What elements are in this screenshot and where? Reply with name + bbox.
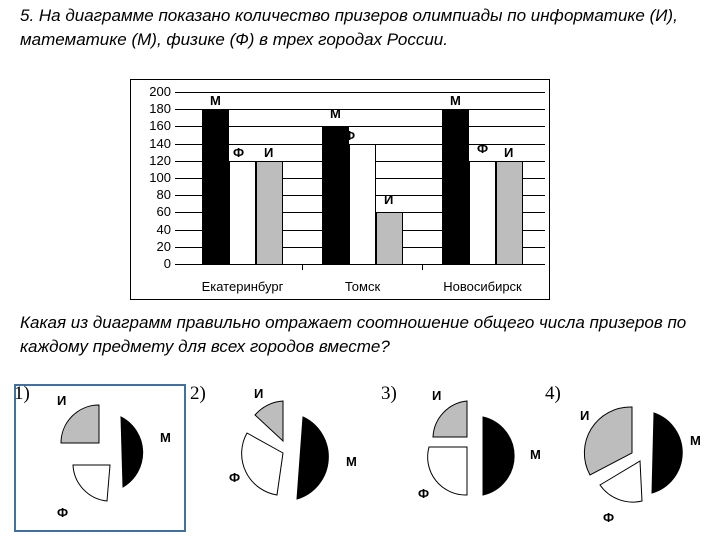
bar-m	[202, 109, 229, 265]
bar-label: Ф	[344, 127, 356, 143]
y-tick-label: 120	[149, 152, 171, 168]
bar-label: Ф	[233, 144, 245, 160]
category-label: Новосибирск	[443, 279, 522, 294]
bar-label: И	[384, 192, 394, 208]
option-number: 3)	[381, 383, 397, 404]
pie-slice-f	[428, 447, 467, 495]
bar-label: И	[264, 144, 274, 160]
pie-slice-m	[652, 413, 682, 493]
category-label: Томск	[344, 279, 381, 294]
pie-slice-m	[297, 417, 328, 499]
option-number: 2)	[190, 383, 206, 404]
bar-f	[469, 161, 496, 265]
bar-m	[442, 109, 469, 265]
pie-slice-i	[255, 401, 283, 441]
pie-label-f: Ф	[418, 486, 430, 501]
pie-slice-i	[584, 407, 632, 475]
pie-chart-option-1	[45, 395, 175, 515]
category-separator	[422, 264, 423, 270]
bar-label: Ф	[477, 140, 489, 156]
bar-i	[376, 212, 403, 265]
gridline	[175, 126, 545, 127]
category-separator	[302, 264, 303, 270]
pie-label-i: И	[254, 386, 264, 401]
question-prompt: Какая из диаграмм правильно отражает соотношение общего числа призеров по каждому предмету для всех городов вместе?	[20, 313, 687, 356]
pie-slice-f	[600, 461, 642, 502]
bar-f	[229, 161, 256, 265]
pie-slice-i	[61, 405, 99, 443]
y-tick-label: 100	[149, 170, 171, 185]
pie-label-f: Ф	[229, 470, 241, 485]
option-number: 4)	[545, 383, 561, 404]
question-text: 5. На диаграмме показано количество призеров олимпиады по информатике (И), математике (М), физике (Ф) в трех городах России.	[20, 6, 678, 49]
pie-chart-option-2	[225, 395, 355, 515]
option-number: 1)	[14, 383, 30, 404]
y-tick-label: 180	[149, 101, 171, 117]
gridline	[175, 92, 545, 93]
pie-slice-f	[73, 465, 110, 501]
y-tick-label: 200	[149, 84, 171, 99]
pie-slice-i	[433, 401, 467, 437]
pie-slice-m	[121, 417, 143, 487]
pie-label-f: Ф	[603, 510, 615, 525]
pie-chart-option-3	[415, 395, 545, 515]
pie-label-m: М	[530, 447, 541, 462]
bar-label: М	[330, 106, 341, 122]
y-tick-label: 0	[163, 256, 171, 271]
bar-i	[256, 161, 283, 265]
category-label: Екатеринбург	[201, 279, 284, 294]
y-tick-label: 40	[156, 221, 171, 237]
y-tick-label: 20	[156, 238, 171, 254]
bar-i	[496, 161, 523, 265]
y-tick-label: 80	[156, 187, 171, 203]
pie-label-m: М	[160, 430, 171, 445]
y-tick-label: 140	[149, 135, 171, 151]
bar-label: И	[504, 144, 514, 160]
pie-label-i: И	[580, 408, 590, 423]
gridline	[175, 109, 545, 110]
pie-label-i: И	[432, 388, 442, 403]
pie-label-f: Ф	[57, 505, 69, 520]
y-tick-label: 160	[149, 118, 171, 134]
pie-label-m: М	[690, 433, 701, 448]
bar-m	[322, 126, 349, 265]
bar-label: М	[450, 93, 461, 109]
y-tick-label: 60	[156, 204, 171, 220]
pie-slice-m	[483, 417, 514, 495]
bar-f	[349, 144, 376, 265]
pie-label-m: М	[346, 454, 357, 469]
pie-label-i: И	[57, 393, 67, 408]
bar-label: М	[210, 93, 221, 109]
pie-chart-option-4	[580, 395, 710, 515]
pie-slice-f	[242, 433, 283, 495]
